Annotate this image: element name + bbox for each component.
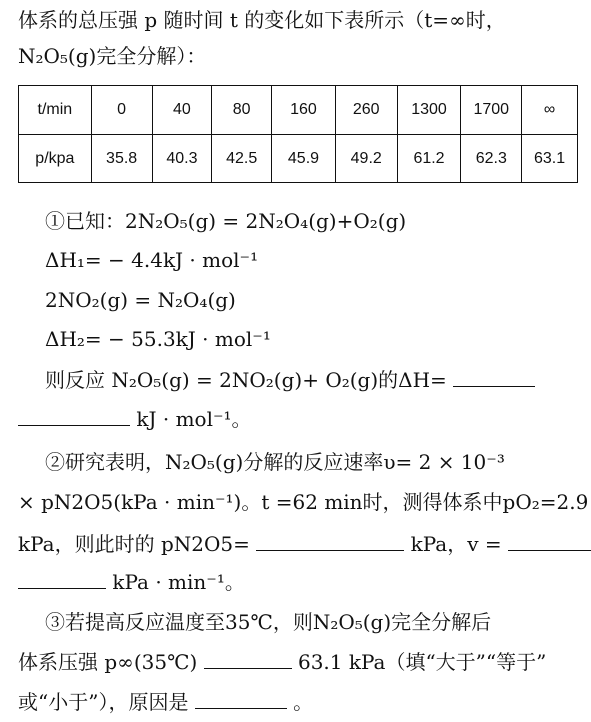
delta-h-unit: kJ · mol⁻¹。 (136, 407, 252, 431)
answer-blank-delta-h-1[interactable] (453, 366, 535, 387)
table-cell: 0 (92, 86, 153, 134)
temp-line-3 (18, 688, 313, 716)
reason-end: 。 (293, 690, 314, 714)
intro-line-2: N₂O₅(g)完全分解）： (18, 44, 207, 68)
delta-h2: ΔH₂= − 55.3kJ · mol⁻¹ (45, 327, 271, 351)
rate-line-3 (18, 530, 591, 558)
table-row-pressure (19, 134, 577, 183)
p-infinity-label: 体系压强 p∞(35℃) (18, 650, 198, 674)
intro-line-1: 体系的总压强 p 随时间 t 的变化如下表所示（t=∞时， (18, 8, 506, 32)
answer-blank-v-2[interactable] (18, 568, 106, 589)
answer-blank-compare[interactable] (204, 648, 292, 669)
table-cell: p/kpa (19, 135, 92, 183)
rate-unit: kPa · min⁻¹。 (112, 570, 245, 594)
v-label: kPa，v = (410, 532, 502, 556)
delta-h-unit-line (18, 405, 252, 433)
rate-line-4 (18, 568, 245, 596)
pressure-time-table (18, 85, 578, 183)
table-row-time (19, 86, 577, 134)
rate-line-1: ②研究表明，N₂O₅(g)分解的反应速率υ= 2 × 10⁻³ (45, 450, 505, 474)
table-cell: ∞ (543, 101, 556, 118)
table-cell: 61.2 (398, 135, 462, 183)
table-cell: 1300 (398, 86, 462, 134)
table-cell: 62.3 (461, 135, 522, 183)
answer-blank-v-1[interactable] (508, 530, 591, 551)
delta-h-question-text: 则反应 N₂O₅(g) = 2NO₂(g)+ O₂(g)的ΔH= (45, 368, 447, 392)
table-cell: 160 (272, 86, 336, 134)
answer-blank-reason[interactable] (195, 688, 287, 709)
table-cell: 260 (336, 86, 398, 134)
delta-h-question (45, 366, 535, 394)
temp-line-2 (18, 648, 546, 676)
table-cell: 63.1 (534, 150, 566, 167)
table-cell: 40 (153, 86, 213, 134)
table-cell: 1700 (461, 86, 522, 134)
table-cell: 45.9 (272, 135, 336, 183)
table-cell: 40.3 (153, 135, 213, 183)
known-equation: ①已知：2N₂O₅(g) = 2N₂O₄(g)+O₂(g) (45, 209, 407, 233)
answer-blank-p-n2o5[interactable] (256, 530, 404, 551)
reason-label: 或“小于”），原因是 (18, 690, 189, 714)
table-cell: t/min (19, 86, 92, 134)
table-cell: 42.5 (212, 135, 272, 183)
table-cell: 35.8 (92, 135, 153, 183)
table-cell: 80 (212, 86, 272, 134)
p-n2o5-label: kPa，则此时的 pN2O5= (18, 532, 250, 556)
temp-line-1: ③若提高反应温度至35℃，则N₂O₅(g)完全分解后 (45, 610, 492, 634)
table-cell: 49.2 (336, 135, 398, 183)
equation-2: 2NO₂(g) = N₂O₄(g) (45, 288, 236, 312)
rate-line-2: × pN2O5(kPa · min⁻¹)。t =62 min时，测得体系中pO₂=2.9 (18, 490, 589, 514)
delta-h1: ΔH₁= − 4.4kJ · mol⁻¹ (45, 248, 259, 272)
fill-instruction: 63.1 kPa（填“大于”“等于” (297, 650, 547, 674)
answer-blank-delta-h-2[interactable] (18, 405, 130, 426)
